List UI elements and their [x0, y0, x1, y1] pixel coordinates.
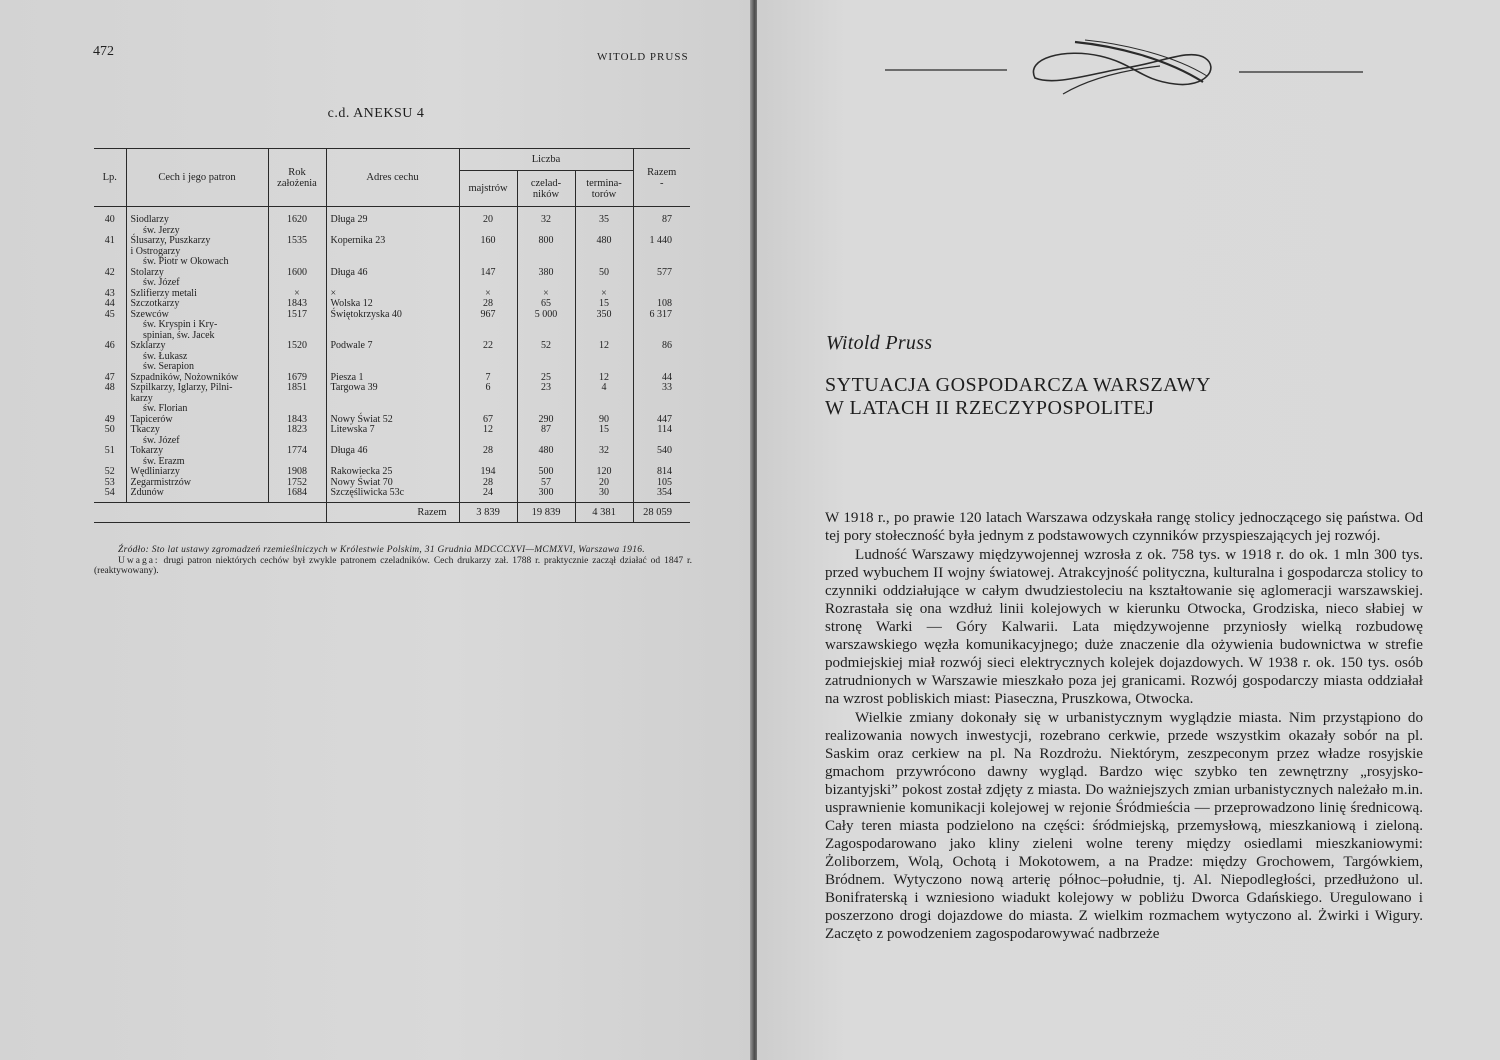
table-cell-name: Stolarzy [126, 268, 268, 279]
table-cell-lp: 49 [104, 413, 115, 425]
table-cell-t: 32 [575, 446, 633, 457]
table-cell-r: 108 [633, 299, 690, 310]
table-cell-r: 577 [633, 268, 690, 279]
table-cell-lp: 53 [104, 476, 115, 488]
table-row [94, 341, 690, 352]
table-cell-t: 30 [575, 488, 633, 502]
table-cell-name: św. Józef [126, 278, 268, 289]
table-cell-c: 300 [517, 488, 575, 502]
table-cell-t: 90 [575, 415, 633, 426]
table-cell-lp: 46 [104, 340, 115, 351]
table-cell-t [575, 247, 633, 258]
table-cell-name: św. Jerzy [126, 226, 268, 237]
table-cell-year: 1843 [268, 415, 326, 426]
table-cell-m: 12 [459, 425, 517, 436]
table-cell-c: 65 [517, 299, 575, 310]
table-cell-r [633, 394, 690, 405]
table-cell-c [517, 278, 575, 289]
header-cech: Cech i jego patron [126, 149, 268, 207]
remark-text: drugi patron niektórych cechów był zwykle patronem czeladników. Cech drukarzy zał. 1788 r. praktycznie zaczął działać od 1847 r. (reaktywowany). [94, 555, 692, 576]
source-note [94, 545, 692, 577]
table-cell-lp [94, 247, 126, 258]
article-title-line: W LATACH II RZECZYPOSPOLITEJ [825, 397, 1155, 419]
table-cell-c: 290 [517, 415, 575, 426]
table-cell-name: Tokarzy [126, 446, 268, 457]
table-cell-c: 52 [517, 341, 575, 352]
table-cell-lp: 45 [104, 308, 115, 320]
table-cell-c [517, 320, 575, 331]
total-majstrow: 3 839 [459, 502, 517, 523]
table-cell-lp [94, 257, 126, 268]
table-cell-addr: Długa 29 [326, 207, 459, 226]
table-cell-name: św. Erazm [126, 457, 268, 468]
table-row [94, 446, 690, 457]
table-cell-lp: 54 [104, 487, 115, 498]
table-cell-r: 114 [633, 425, 690, 436]
running-head: WITOLD PRUSS [597, 51, 689, 63]
table-cell-r: 6 317 [633, 310, 690, 321]
header-rok: Rok założenia [268, 149, 326, 207]
table-cell-m: 28 [459, 299, 517, 310]
table-cell-t: 480 [575, 236, 633, 247]
table-cell-c: 480 [517, 446, 575, 457]
table-row [94, 362, 690, 373]
table-cell-name: Siodlarzy [126, 207, 268, 226]
table-cell-addr: Nowy Świat 70 [326, 478, 459, 489]
table-cell-addr: Szczęśliwicka 53c [326, 488, 459, 502]
table-cell-addr: Długa 46 [326, 446, 459, 457]
table-cell-year [268, 362, 326, 373]
table-cell-name: Szpadników, Nożowników [126, 373, 268, 384]
table-cell-m [459, 352, 517, 363]
table-cell-t: × [575, 289, 633, 300]
total-czeladnikow: 19 839 [517, 502, 575, 523]
table-cell-name: Zegarmistrzów [126, 478, 268, 489]
table-cell-r [633, 257, 690, 268]
table-cell-t: 15 [575, 299, 633, 310]
table-cell-m: 24 [459, 488, 517, 502]
table-cell-r: 44 [633, 373, 690, 384]
header-razem: Razem - [633, 149, 690, 207]
page-number: 472 [93, 44, 114, 59]
paragraph: Wielkie zmiany dokonały się w urbanistycznym wyglądzie miasta. Nim przystąpiono do realizowania nowych inwestycji, rozebrano cerkwie, przede wszystkim okazały sobór na pl. Saskim oraz cerkiew na pl. Na Rozdrożu. Niektórym, zeszpeconym przez władze rosyjskie gmachom przywrócono dawny wygląd. Bardzo więc szybko ten zewnętrzny „rosyjsko-bizantyjski” pokost został zdjęty z miasta. Do ważniejszych zmian urbanistycznych należało m.in. usprawnienie komunikacji kolejowej w rejonie Śródmieścia — przeprowadzono linię średnicową. Cały teren miasta podzielono na części: śródmiejską, przemysłową, mieszkaniową i zieloną. Zagospodarowano jako kliny zieleni wolne tereny między osiedlami mieszkaniowymi: Żoliborzem, Wolą, Ochotą i Mokotowem, a na Pradze: między Grochowem, Targówkiem, Bródnem. Wytyczono nową arterię północ–południe, tj. Al. Niepodległości, przedłużono ul. Bonifraterską i wzniesiono wiadukt kolejowy w pobliżu Dworca Gdańskiego. Uregulowano i poszerzono drogi dojazdowe do miasta. Z wielkim rozmachem wytyczono al. Żwirki i Wigury. Zaczęto z powodzeniem zagospodarowywać nadbrzeże [825, 710, 1423, 942]
table-cell-addr: Kopernika 23 [326, 236, 459, 247]
header-terminatorow: termina- torów [575, 171, 633, 207]
table-cell-c: 500 [517, 467, 575, 478]
table-cell-year: 1517 [268, 310, 326, 321]
table-cell-lp: 40 [104, 214, 115, 225]
table-cell-c: 5 000 [517, 310, 575, 321]
table-cell-name: Szczotkarzy [126, 299, 268, 310]
table-cell-c: 57 [517, 478, 575, 489]
table-cell-addr [326, 394, 459, 405]
table-cell-c [517, 247, 575, 258]
table-cell-c: 800 [517, 236, 575, 247]
table-cell-name: Szpilkarzy, Iglarzy, Pilni- [126, 383, 268, 394]
table-cell-name: Szklarzy [126, 341, 268, 352]
table-cell-addr: Targowa 39 [326, 383, 459, 394]
table-cell-r [633, 320, 690, 331]
table-cell-r: 87 [633, 207, 690, 226]
table-cell-addr [326, 247, 459, 258]
table-cell-c [517, 352, 575, 363]
paragraph: W 1918 r., po prawie 120 latach Warszawa odzyskała rangę stolicy jednoczącego się państwa. Od tej pory stołeczność była jednym z podstawowych czynników przyspieszających jej rozwój. [825, 510, 1423, 544]
table-cell-m: 67 [459, 415, 517, 426]
total-terminatorow: 4 381 [575, 502, 633, 523]
table-cell-name: i Ostrogarzy [126, 247, 268, 258]
table-cell-t: 20 [575, 478, 633, 489]
table-row [94, 278, 690, 289]
table-cell-r [633, 404, 690, 415]
table-cell-r: 814 [633, 467, 690, 478]
table-cell-c: 23 [517, 383, 575, 394]
table-cell-r: 105 [633, 478, 690, 489]
flourish-ornament-icon [885, 38, 1363, 100]
table-cell-lp: 41 [104, 235, 115, 246]
paragraph: Ludność Warszawy międzywojennej wzrosła z ok. 758 tys. w 1918 r. do ok. 1 mln 300 tys. przed wybuchem II wojny światowej. Atrakcyjność polityczna, kulturalna i gospodarcza stolicy to czynniki oddziałujące w całym dwudziestoleciu na kształtowanie się aglomeracji warszawskiej. Rozrastała się ona wzdłuż linii kolejowych w kierunku Otwocka, Grodziska, nieco słabiej w stronę Warki — Góry Kalwarii. Lata międzywojenne przyniosły wielką rozbudowę warszawskiego węzła komunikacyjnego; duże znaczenie dla ożywienia budownictwa w strefie podmiejskiej miał rozwój sieci elektrycznych kolejek dojazdowych. W 1938 r. ok. 150 tys. osób zatrudnionych w Warszawie mieszkało poza jej granicami. Rozwój gospodarczy miasta oddziałał na wzrost pobliskich miast: Piaseczna, Pruszkowa, Otwocka. [825, 547, 1423, 707]
table-cell-addr: Wolska 12 [326, 299, 459, 310]
table-cell-c: × [517, 289, 575, 300]
table-cell-m [459, 247, 517, 258]
table-cell-year: 1620 [268, 207, 326, 226]
header-czeladnikow: czelad- ników [517, 171, 575, 207]
table-cell-c [517, 362, 575, 373]
table-cell-lp: 47 [104, 371, 115, 383]
table-cell-t: 350 [575, 310, 633, 321]
remark-label: Uwaga: [118, 555, 160, 566]
table-cell-year [268, 352, 326, 363]
table-cell-t [575, 394, 633, 405]
table-row [94, 268, 690, 279]
table-cell-r: 33 [633, 383, 690, 394]
table-cell-m [459, 257, 517, 268]
table-row [94, 207, 690, 226]
table-cell-addr: Rakowiecka 25 [326, 467, 459, 478]
table-cell-t: 120 [575, 467, 633, 478]
table-cell-addr [326, 278, 459, 289]
table-cell-m: 194 [459, 467, 517, 478]
table-cell-m: 967 [459, 310, 517, 321]
table-cell-name: Wędliniarzy [126, 467, 268, 478]
table-cell-m: 6 [459, 383, 517, 394]
header-liczba: Liczba [459, 149, 633, 171]
table-cell-year: 1823 [268, 425, 326, 436]
table-cell-name: św. Łukasz [126, 352, 268, 363]
table-cell-year [268, 278, 326, 289]
table-row [94, 488, 690, 502]
table-row [94, 236, 690, 247]
remark [94, 556, 692, 577]
table-cell-year: 1851 [268, 383, 326, 394]
table-cell-lp [94, 394, 126, 405]
table-cell-name: św. Florian [126, 404, 268, 415]
table-cell-c: 25 [517, 373, 575, 384]
table-cell-year: 1684 [268, 488, 326, 502]
table-cell-t [575, 257, 633, 268]
table-cell-addr: Długa 46 [326, 268, 459, 279]
table-row [94, 425, 690, 436]
table-cell-addr [326, 352, 459, 363]
guild-table [94, 148, 690, 523]
table-cell-t [575, 404, 633, 415]
table-cell-addr [326, 320, 459, 331]
article-body [825, 509, 1423, 943]
article-author: Witold Pruss [826, 332, 933, 354]
header-lp: Lp. [94, 149, 126, 207]
table-cell-addr: Świętokrzyska 40 [326, 310, 459, 321]
table-row [94, 404, 690, 415]
table-cell-r: 354 [633, 488, 690, 502]
source-citation: Źródło: Sto lat ustawy zgromadzeń rzemieślniczych w Królestwie Polskim, 31 Grudnia MDCCCXVI—MCMXVI, Warszawa 1916. [118, 545, 645, 555]
table-cell-lp [94, 278, 126, 289]
total-razem: 28 059 [633, 502, 690, 523]
table-cell-year [268, 320, 326, 331]
table-cell-name: św. Serapion [126, 362, 268, 373]
table-body [94, 207, 690, 503]
table-cell-t: 50 [575, 268, 633, 279]
table-row [94, 383, 690, 394]
table-cell-m [459, 320, 517, 331]
table-cell-lp: 43 [104, 287, 115, 299]
table-cell-addr: Litewska 7 [326, 425, 459, 436]
table-cell-r [633, 352, 690, 363]
table-cell-year [268, 404, 326, 415]
table-cell-m: 22 [459, 341, 517, 352]
table-cell-name: św. Piotr w Okowach [126, 257, 268, 268]
table-cell-t [575, 278, 633, 289]
table-cell-addr [326, 404, 459, 415]
table-cell-year: 1520 [268, 341, 326, 352]
table-cell-c: 32 [517, 207, 575, 226]
table-cell-m: 28 [459, 446, 517, 457]
table-cell-lp: 44 [104, 298, 115, 309]
table-cell-addr: Nowy Świat 52 [326, 415, 459, 426]
table-cell-year [268, 394, 326, 405]
table-cell-year [268, 257, 326, 268]
table-cell-m [459, 362, 517, 373]
table-cell-r [633, 362, 690, 373]
table-row [94, 467, 690, 478]
table-cell-lp [94, 404, 126, 415]
article-title [825, 374, 1211, 420]
table-cell-year: 1774 [268, 446, 326, 457]
table-cell-name: Szewców [126, 310, 268, 321]
table-cell-r: 447 [633, 415, 690, 426]
table-cell-m [459, 278, 517, 289]
table-cell-c [517, 257, 575, 268]
table-cell-lp [94, 362, 126, 373]
table-cell-year: 1908 [268, 467, 326, 478]
table-row [94, 257, 690, 268]
table-cell-m: × [459, 289, 517, 300]
table-cell-year: 1752 [268, 478, 326, 489]
table-cell-year: 1600 [268, 268, 326, 279]
table-cell-t [575, 362, 633, 373]
table-cell-c [517, 394, 575, 405]
table-cell-r [633, 278, 690, 289]
table-cell-addr [326, 257, 459, 268]
table-cell-r: 86 [633, 341, 690, 352]
table-cell-name: karzy [126, 394, 268, 405]
table-cell-addr [326, 362, 459, 373]
table-row [94, 320, 690, 331]
table-cell-lp [94, 352, 126, 363]
table-cell-m: 160 [459, 236, 517, 247]
table-cell-r: 1 440 [633, 236, 690, 247]
table-cell-m [459, 404, 517, 415]
table-cell-r [633, 247, 690, 258]
table-cell-lp: 52 [104, 466, 115, 477]
table-cell-m: 28 [459, 478, 517, 489]
table-cell-name: Zdunów [126, 488, 268, 502]
table-cell-c [517, 404, 575, 415]
table-row [94, 299, 690, 310]
table-caption: c.d. ANEKSU 4 [327, 106, 425, 121]
table-cell-t [575, 320, 633, 331]
table-cell-name: Tapicerów [126, 415, 268, 426]
table-cell-m: 147 [459, 268, 517, 279]
table-cell-lp: 51 [104, 445, 115, 456]
table-cell-r: 540 [633, 446, 690, 457]
table-cell-year: × [268, 289, 326, 300]
table-cell-t: 4 [575, 383, 633, 394]
table-total-row [94, 502, 690, 523]
table-cell-t: 12 [575, 341, 633, 352]
header-adres: Adres cechu [326, 149, 459, 207]
table-cell-year: 1679 [268, 373, 326, 384]
table-cell-c: 380 [517, 268, 575, 279]
table-cell-t: 35 [575, 207, 633, 226]
table-cell-year: 1535 [268, 236, 326, 247]
table-cell-c: 87 [517, 425, 575, 436]
table-cell-name: św. Kryspin i Kry- [126, 320, 268, 331]
table-cell-lp: 48 [104, 382, 115, 393]
table-cell-lp [94, 320, 126, 331]
total-label: Razem [326, 502, 459, 523]
table-cell-m: 20 [459, 207, 517, 226]
table-cell-name: Ślusarzy, Puszkarzy [126, 236, 268, 247]
table-cell-t [575, 352, 633, 363]
table-cell-name: św. Józef [126, 436, 268, 447]
table-cell-addr: × [326, 289, 459, 300]
table-cell-name: spinian, św. Jacek [126, 331, 268, 342]
table-cell-addr: Piesza 1 [326, 373, 459, 384]
table-cell-t: 12 [575, 373, 633, 384]
header-majstrow: majstrów [459, 171, 517, 207]
table-cell-lp: 50 [104, 424, 115, 435]
table-cell-addr: Podwale 7 [326, 341, 459, 352]
table-cell-name: Tkaczy [126, 425, 268, 436]
table-cell-m [459, 394, 517, 405]
table-cell-name: Szlifierzy metali [126, 289, 268, 300]
table-cell-lp: 42 [104, 266, 115, 278]
table-cell-t: 15 [575, 425, 633, 436]
article-title-line: SYTUACJA GOSPODARCZA WARSZAWY [825, 374, 1211, 396]
table-cell-m: 7 [459, 373, 517, 384]
table-cell-year [268, 247, 326, 258]
table-cell-year: 1843 [268, 299, 326, 310]
